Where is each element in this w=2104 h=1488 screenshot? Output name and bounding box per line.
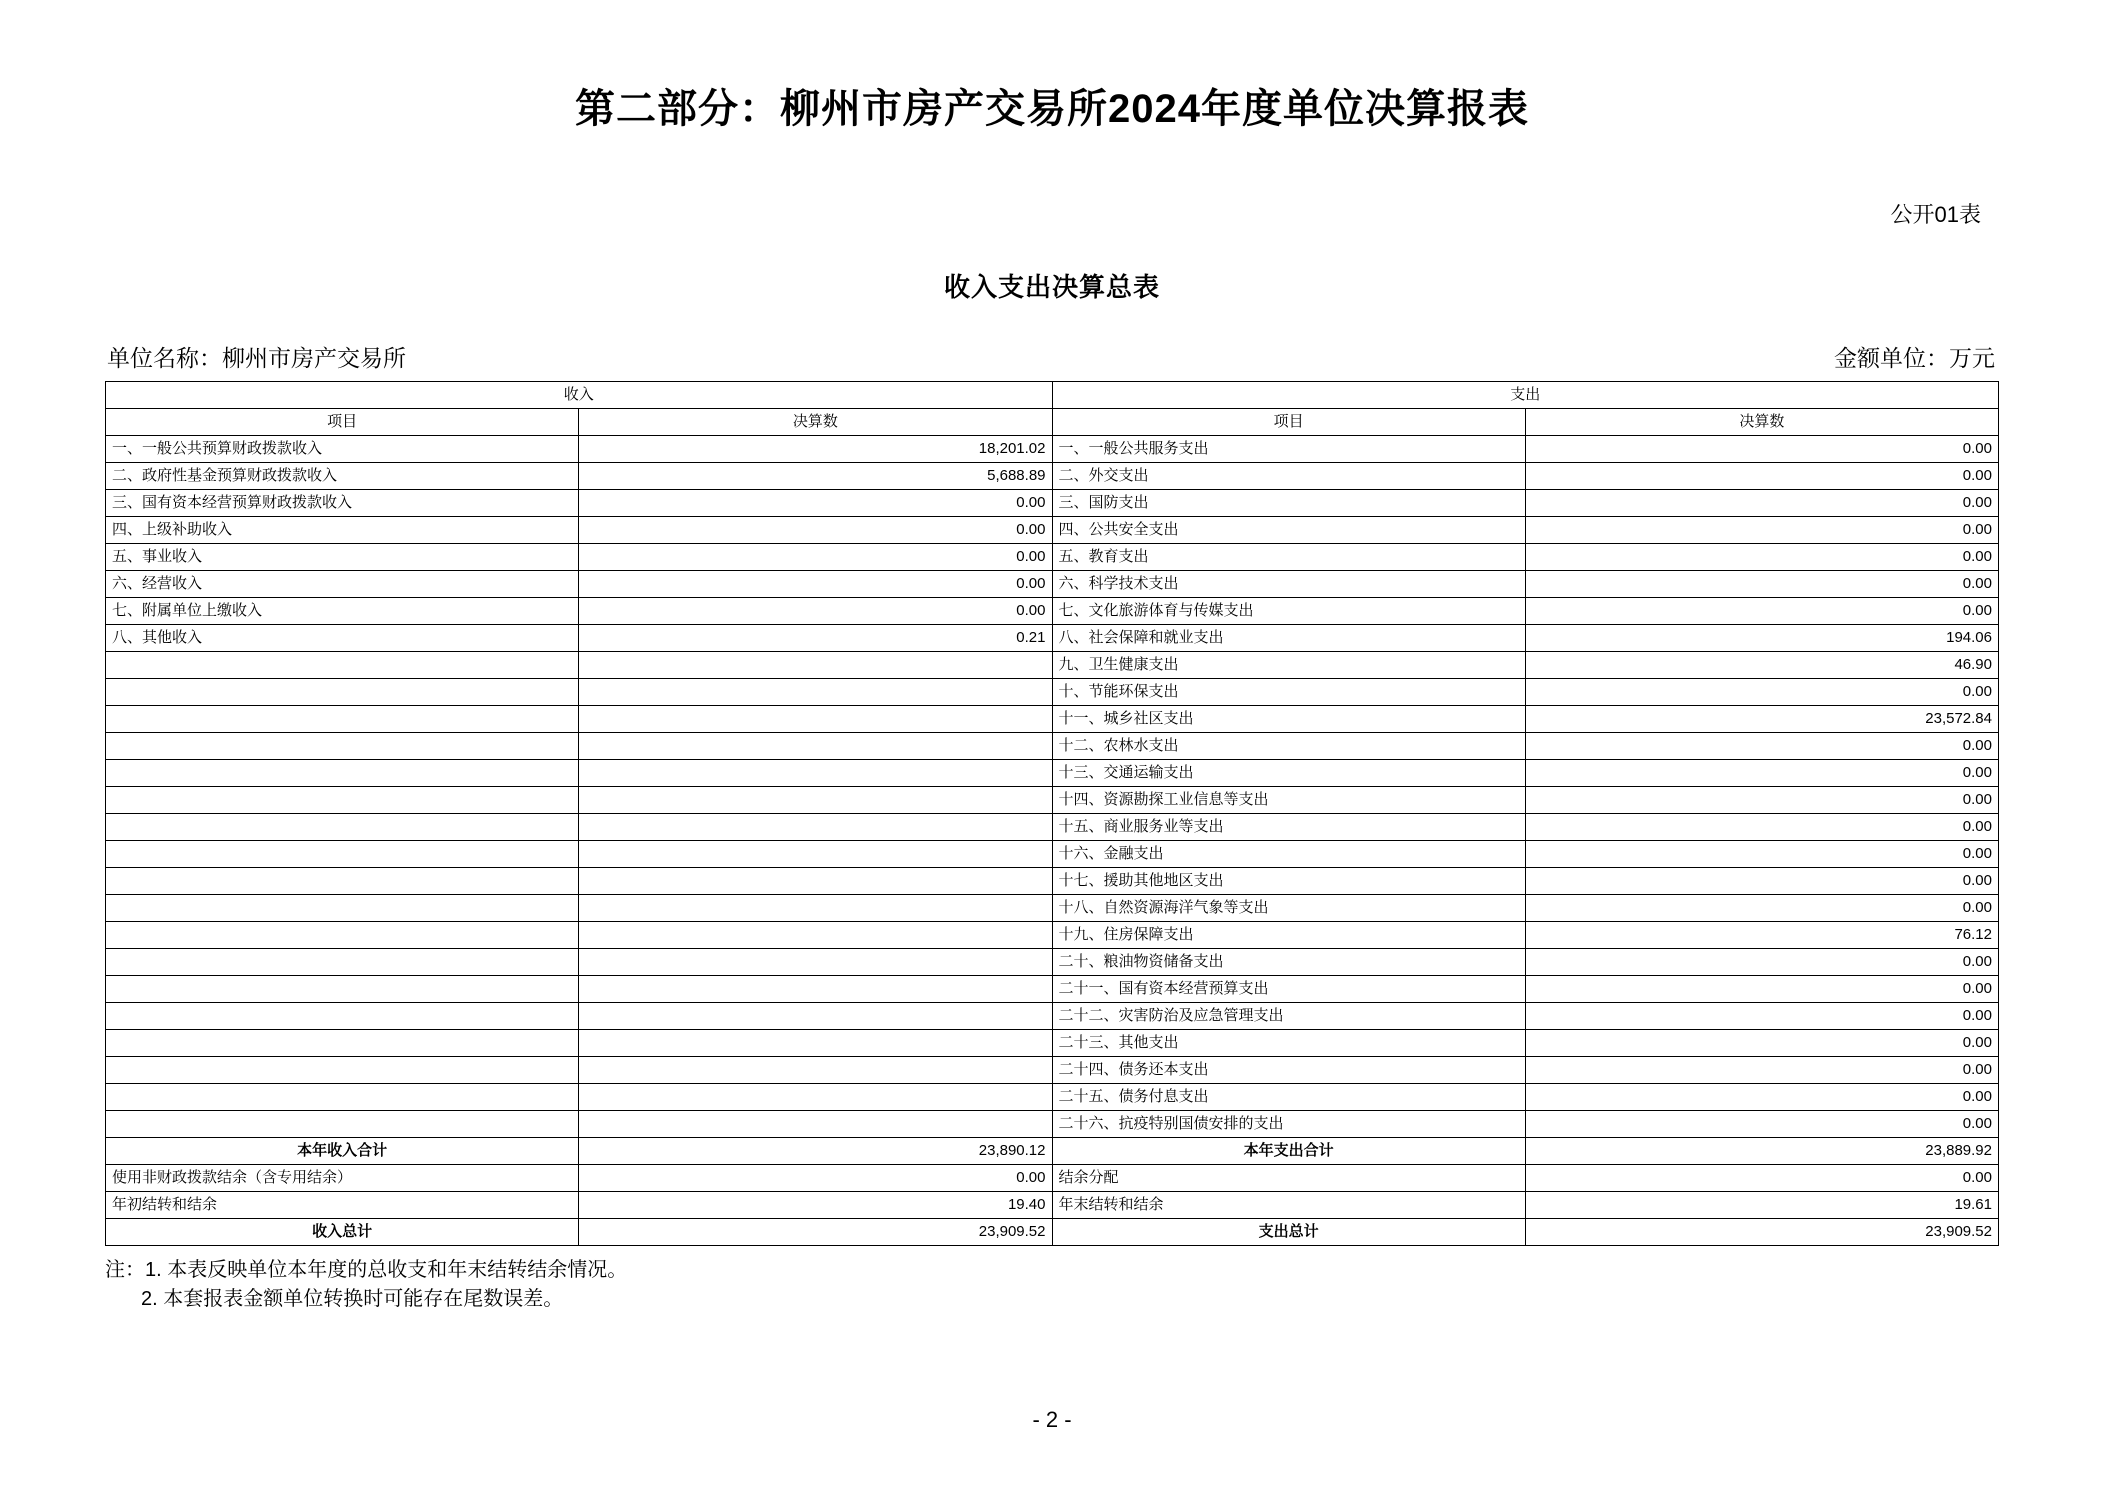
expense-item-amount: 0.00 <box>1525 517 1998 544</box>
income-item-amount <box>579 652 1052 679</box>
expense-item-name: 二、外交支出 <box>1052 463 1525 490</box>
table-row <box>106 814 1999 841</box>
expense-item-name: 十二、农林水支出 <box>1052 733 1525 760</box>
revenue-expenditure-table <box>105 381 1999 1246</box>
expense-item-name: 二十六、抗疫特别国债安排的支出 <box>1052 1111 1525 1138</box>
expense-item-name: 十七、援助其他地区支出 <box>1052 868 1525 895</box>
income-item-name <box>106 976 579 1003</box>
income-item-amount <box>579 841 1052 868</box>
table-row <box>106 679 1999 706</box>
table-summary-row <box>106 1165 1999 1192</box>
table-row <box>106 1084 1999 1111</box>
expense-item-name: 三、国防支出 <box>1052 490 1525 517</box>
income-item-amount <box>579 976 1052 1003</box>
expense-item-amount: 0.00 <box>1525 463 1998 490</box>
income-item-name <box>106 652 579 679</box>
summary-expense-label: 年末结转和结余 <box>1052 1192 1525 1219</box>
table-column-header-row <box>106 409 1999 436</box>
income-item-amount: 0.00 <box>579 598 1052 625</box>
table-row <box>106 868 1999 895</box>
income-item-name: 三、国有资本经营预算财政拨款收入 <box>106 490 579 517</box>
summary-income-label: 使用非财政拨款结余（含专用结余） <box>106 1165 579 1192</box>
expense-item-name: 十四、资源勘探工业信息等支出 <box>1052 787 1525 814</box>
expense-item-name: 六、科学技术支出 <box>1052 571 1525 598</box>
income-item-name <box>106 922 579 949</box>
summary-income-amount: 23,890.12 <box>579 1138 1052 1165</box>
table-row <box>106 436 1999 463</box>
table-row <box>106 787 1999 814</box>
form-number: 公开01表 <box>1890 202 1981 227</box>
expense-item-amount: 0.00 <box>1525 490 1998 517</box>
table-row <box>106 463 1999 490</box>
expense-item-name: 五、教育支出 <box>1052 544 1525 571</box>
expense-item-amount: 0.00 <box>1525 1084 1998 1111</box>
expense-item-name: 十三、交通运输支出 <box>1052 760 1525 787</box>
income-item-amount: 5,688.89 <box>579 463 1052 490</box>
income-item-amount <box>579 1111 1052 1138</box>
expense-item-amount: 0.00 <box>1525 436 1998 463</box>
expense-item-name: 二十三、其他支出 <box>1052 1030 1525 1057</box>
table-row <box>106 652 1999 679</box>
income-item-name <box>106 787 579 814</box>
income-item-name <box>106 706 579 733</box>
income-item-name <box>106 1003 579 1030</box>
summary-expense-amount: 23,909.52 <box>1525 1219 1998 1246</box>
expense-item-amount: 23,572.84 <box>1525 706 1998 733</box>
table-row <box>106 949 1999 976</box>
expense-item-name: 十九、住房保障支出 <box>1052 922 1525 949</box>
note-line-1: 注：1. 本表反映单位本年度的总收支和年末结转结余情况。 <box>105 1259 628 1281</box>
table-row <box>106 571 1999 598</box>
table-group-header-row <box>106 382 1999 409</box>
summary-expense-amount: 0.00 <box>1525 1165 1998 1192</box>
income-item-amount <box>579 706 1052 733</box>
income-item-name: 四、上级补助收入 <box>106 517 579 544</box>
column-header-income-item: 项目 <box>106 409 579 436</box>
table-row <box>106 706 1999 733</box>
summary-expense-label: 结余分配 <box>1052 1165 1525 1192</box>
income-item-name: 二、政府性基金预算财政拨款收入 <box>106 463 579 490</box>
income-item-name <box>106 1111 579 1138</box>
table-row <box>106 1111 1999 1138</box>
expense-item-name: 二十、粮油物资储备支出 <box>1052 949 1525 976</box>
expense-item-amount: 0.00 <box>1525 571 1998 598</box>
income-item-name <box>106 733 579 760</box>
expense-item-name: 八、社会保障和就业支出 <box>1052 625 1525 652</box>
expense-item-amount: 0.00 <box>1525 1003 1998 1030</box>
income-item-amount <box>579 868 1052 895</box>
income-item-amount <box>579 814 1052 841</box>
expense-item-amount: 0.00 <box>1525 949 1998 976</box>
expense-item-amount: 76.12 <box>1525 922 1998 949</box>
table-row <box>106 490 1999 517</box>
income-item-name: 八、其他收入 <box>106 625 579 652</box>
summary-income-amount: 19.40 <box>579 1192 1052 1219</box>
expense-item-name: 一、一般公共服务支出 <box>1052 436 1525 463</box>
expense-item-name: 十五、商业服务业等支出 <box>1052 814 1525 841</box>
table-row <box>106 760 1999 787</box>
income-item-name <box>106 679 579 706</box>
table-row <box>106 517 1999 544</box>
income-item-amount: 0.00 <box>579 517 1052 544</box>
table-row <box>106 1003 1999 1030</box>
income-item-amount <box>579 1003 1052 1030</box>
column-header-income-amount: 决算数 <box>579 409 1052 436</box>
income-item-name <box>106 1030 579 1057</box>
table-row <box>106 544 1999 571</box>
page-number: - 2 - <box>1032 1407 1072 1432</box>
income-item-name: 五、事业收入 <box>106 544 579 571</box>
income-item-amount <box>579 787 1052 814</box>
income-item-name <box>106 760 579 787</box>
expense-item-amount: 46.90 <box>1525 652 1998 679</box>
expense-item-amount: 0.00 <box>1525 1057 1998 1084</box>
expense-item-amount: 0.00 <box>1525 544 1998 571</box>
summary-income-label: 收入总计 <box>106 1219 579 1246</box>
income-item-amount <box>579 949 1052 976</box>
income-item-amount <box>579 895 1052 922</box>
income-item-amount <box>579 1057 1052 1084</box>
expense-item-amount: 0.00 <box>1525 814 1998 841</box>
expense-item-name: 十、节能环保支出 <box>1052 679 1525 706</box>
expense-item-name: 二十一、国有资本经营预算支出 <box>1052 976 1525 1003</box>
income-item-amount <box>579 1084 1052 1111</box>
income-item-amount <box>579 922 1052 949</box>
note-line-2: 2. 本套报表金额单位转换时可能存在尾数误差。 <box>141 1288 564 1310</box>
income-item-name <box>106 841 579 868</box>
income-item-amount: 18,201.02 <box>579 436 1052 463</box>
table-row <box>106 625 1999 652</box>
table-row <box>106 976 1999 1003</box>
expense-item-name: 十六、金融支出 <box>1052 841 1525 868</box>
income-item-name <box>106 949 579 976</box>
page-title: 第二部分：柳州市房产交易所2024年度单位决算报表 <box>575 87 1529 131</box>
expense-item-amount: 0.00 <box>1525 679 1998 706</box>
expense-item-amount: 0.00 <box>1525 1030 1998 1057</box>
table-row <box>106 1057 1999 1084</box>
income-item-amount: 0.00 <box>579 490 1052 517</box>
income-item-name <box>106 868 579 895</box>
income-item-amount <box>579 1030 1052 1057</box>
summary-income-amount: 23,909.52 <box>579 1219 1052 1246</box>
summary-expense-label: 支出总计 <box>1052 1219 1525 1246</box>
income-item-amount <box>579 679 1052 706</box>
expense-item-amount: 0.00 <box>1525 733 1998 760</box>
table-row <box>106 598 1999 625</box>
table-row <box>106 733 1999 760</box>
group-header-expense: 支出 <box>1052 382 1999 409</box>
group-header-income: 收入 <box>106 382 1053 409</box>
income-item-amount: 0.21 <box>579 625 1052 652</box>
column-header-expense-item: 项目 <box>1052 409 1525 436</box>
expense-item-name: 七、文化旅游体育与传媒支出 <box>1052 598 1525 625</box>
income-item-name <box>106 1084 579 1111</box>
expense-item-name: 二十四、债务还本支出 <box>1052 1057 1525 1084</box>
unit-name-label: 单位名称：柳州市房产交易所 <box>107 345 406 371</box>
income-item-name <box>106 1057 579 1084</box>
expense-item-name: 二十二、灾害防治及应急管理支出 <box>1052 1003 1525 1030</box>
income-item-name <box>106 895 579 922</box>
summary-income-amount: 0.00 <box>579 1165 1052 1192</box>
income-item-name: 一、一般公共预算财政拨款收入 <box>106 436 579 463</box>
income-item-amount: 0.00 <box>579 544 1052 571</box>
expense-item-amount: 0.00 <box>1525 895 1998 922</box>
expense-item-amount: 194.06 <box>1525 625 1998 652</box>
table-row <box>106 841 1999 868</box>
summary-income-label: 年初结转和结余 <box>106 1192 579 1219</box>
table-summary-row <box>106 1138 1999 1165</box>
expense-item-amount: 0.00 <box>1525 787 1998 814</box>
income-item-name: 六、经营收入 <box>106 571 579 598</box>
table-summary-row <box>106 1219 1999 1246</box>
summary-expense-label: 本年支出合计 <box>1052 1138 1525 1165</box>
expense-item-amount: 0.00 <box>1525 976 1998 1003</box>
income-item-amount <box>579 733 1052 760</box>
table-summary-row <box>106 1192 1999 1219</box>
expense-item-name: 九、卫生健康支出 <box>1052 652 1525 679</box>
expense-item-name: 十一、城乡社区支出 <box>1052 706 1525 733</box>
expense-item-name: 二十五、债务付息支出 <box>1052 1084 1525 1111</box>
summary-expense-amount: 23,889.92 <box>1525 1138 1998 1165</box>
table-row <box>106 1030 1999 1057</box>
table-notes <box>105 1256 1999 1314</box>
summary-expense-amount: 19.61 <box>1525 1192 1998 1219</box>
expense-item-name: 十八、自然资源海洋气象等支出 <box>1052 895 1525 922</box>
table-row <box>106 922 1999 949</box>
table-title: 收入支出决算总表 <box>943 272 1160 302</box>
income-item-amount <box>579 760 1052 787</box>
expense-item-name: 四、公共安全支出 <box>1052 517 1525 544</box>
income-item-name <box>106 814 579 841</box>
column-header-expense-amount: 决算数 <box>1525 409 1998 436</box>
table-meta <box>105 340 1999 373</box>
expense-item-amount: 0.00 <box>1525 1111 1998 1138</box>
amount-unit-label: 金额单位：万元 <box>1834 345 1995 371</box>
expense-item-amount: 0.00 <box>1525 868 1998 895</box>
expense-item-amount: 0.00 <box>1525 760 1998 787</box>
summary-income-label: 本年收入合计 <box>106 1138 579 1165</box>
income-item-amount: 0.00 <box>579 571 1052 598</box>
expense-item-amount: 0.00 <box>1525 841 1998 868</box>
income-item-name: 七、附属单位上缴收入 <box>106 598 579 625</box>
expense-item-amount: 0.00 <box>1525 598 1998 625</box>
table-row <box>106 895 1999 922</box>
